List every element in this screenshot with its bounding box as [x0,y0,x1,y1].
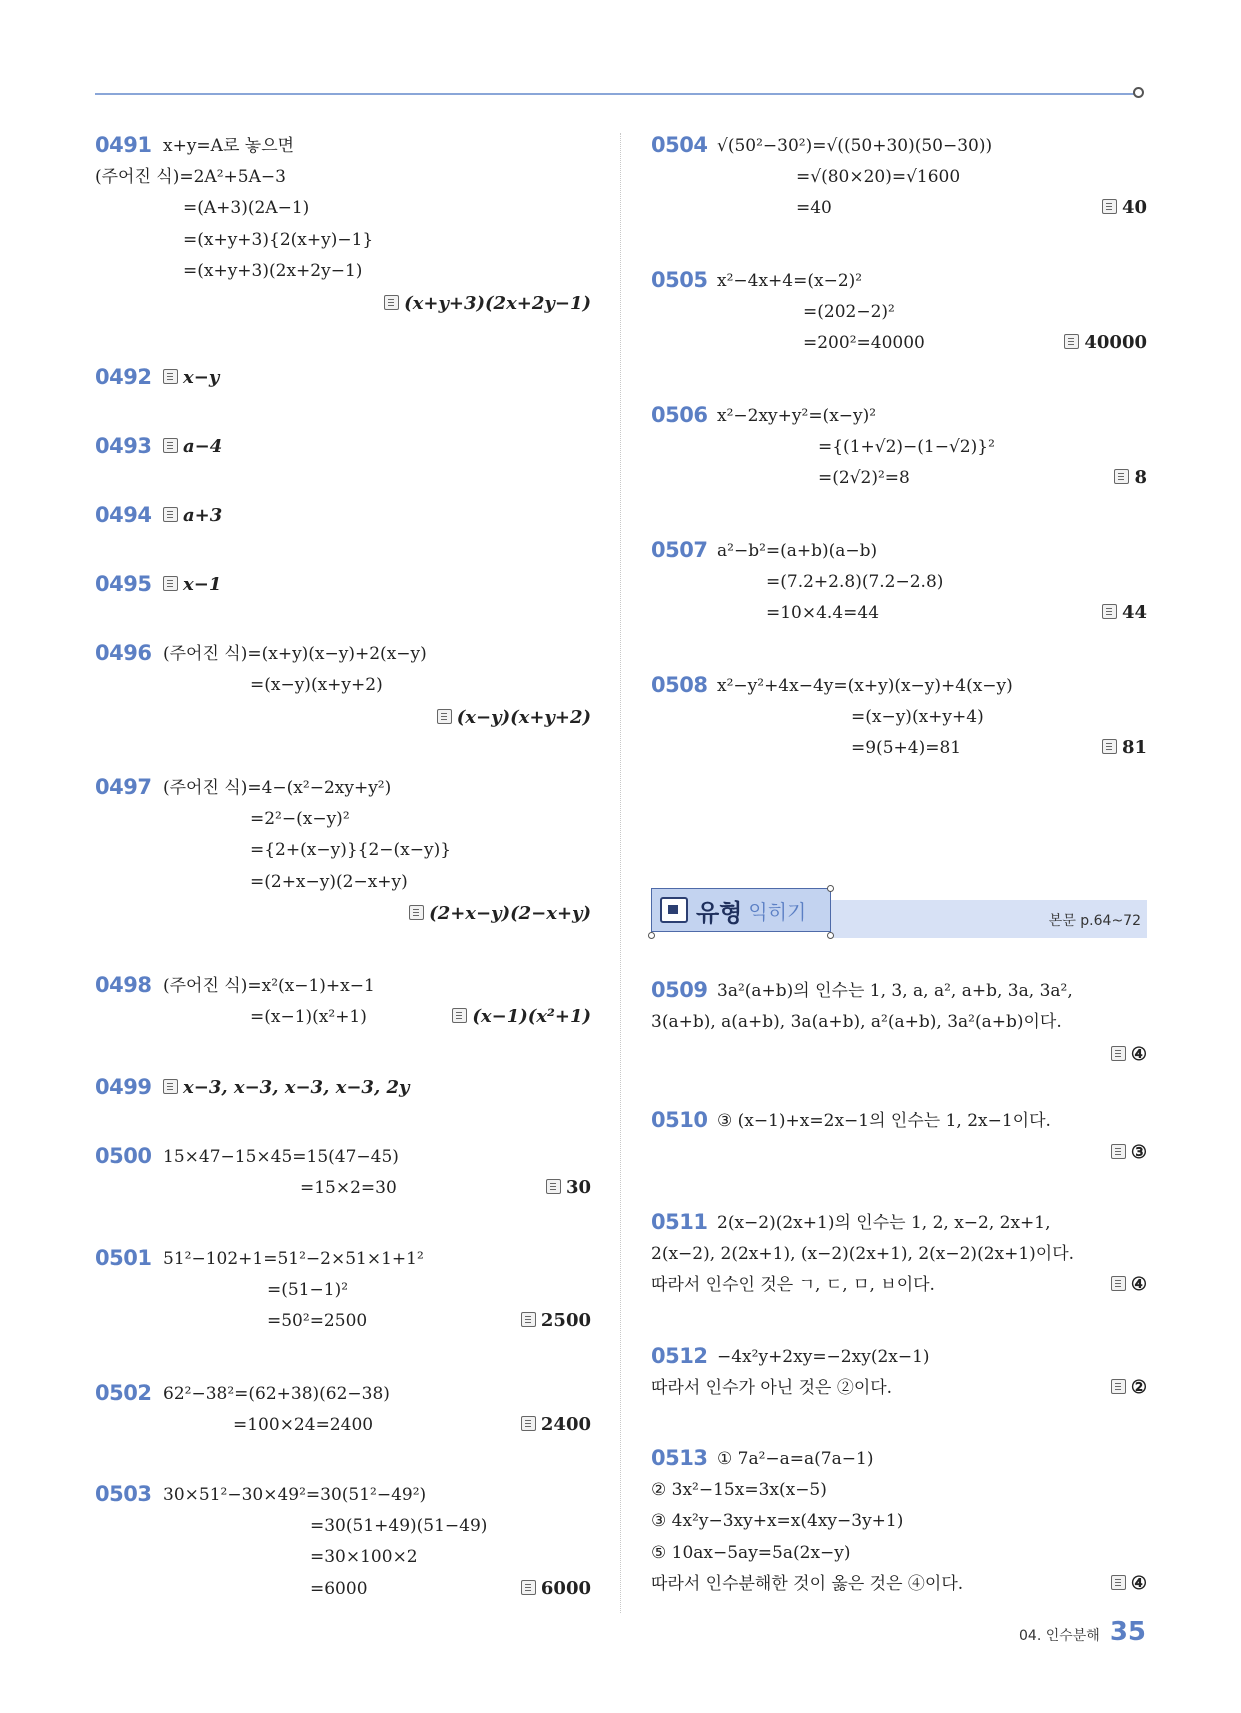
page-footer [1019,1617,1146,1647]
solution-line: =√(80×20)=√1600 [796,167,961,187]
solution-line: x²−y²+4x−4y=(x+y)(x−y)+4(x−y) [717,676,1013,696]
answer-icon [1111,1575,1126,1590]
solution-line: =(x−1)(x²+1) [250,1007,367,1027]
problem-number: 0497 [95,775,152,799]
solution-line: 30×51²−30×49²=30(51²−49²) [163,1485,427,1505]
problem-number: 0502 [95,1381,152,1405]
solution-line: =(x+y+3)(2x+2y−1) [183,261,363,281]
problem-number: 0493 [95,434,152,458]
answer: x−1 [163,573,221,597]
answer: 8 [1114,466,1147,490]
solution-line: =200²=40000 [803,333,925,353]
corner-handle [827,932,834,939]
answer: (x−1)(x²+1) [452,1005,591,1029]
answer: a+3 [163,504,222,528]
solution-line: =50²=2500 [267,1311,368,1331]
solution-line: =(202−2)² [803,302,895,322]
solution-line: =(2√2)²=8 [818,468,910,488]
answer-icon [1064,334,1079,349]
solution-line: (주어진 식)=4−(x²−2xy+y²) [163,778,392,798]
solution-line: 2(x−2), 2(2x+1), (x−2)(2x+1), 2(x−2)(2x+1)이다. [651,1244,1075,1264]
solution-line: 따라서 인수분해한 것이 옳은 것은 ④이다. [651,1574,964,1594]
answer: ② [1111,1376,1147,1400]
section-reference: 본문 p.64~72 [1048,913,1141,929]
header-rule [95,93,1137,95]
answer: 30 [546,1176,591,1200]
solution-line: =(51−1)² [267,1280,349,1300]
solution-line: =(A+3)(2A−1) [183,198,310,218]
page-number: 35 [1109,1617,1146,1647]
solution-line: ={(1+√2)−(1−√2)}² [818,437,995,457]
notebook-icon [660,897,688,923]
problem-number: 0511 [651,1210,708,1234]
answer: x−3, x−3, x−3, x−3, 2y [163,1076,409,1100]
solution-line: =10×4.4=44 [766,603,880,623]
solution-line: ① 7a²−a=a(7a−1) [717,1449,874,1469]
solution-line: ③ 4x²y−3xy+x=x(4xy−3y+1) [651,1511,904,1531]
solution-line: 15×47−15×45=15(47−45) [163,1147,399,1167]
solution-line: =100×24=2400 [233,1415,374,1435]
answer-icon [1102,604,1117,619]
answer: (x+y+3)(2x+2y−1) [384,292,591,316]
solution-line: x+y=A로 놓으면 [163,136,295,156]
solution-line: =15×2=30 [300,1178,397,1198]
answer-icon [1111,1379,1126,1394]
solution-line: =(x−y)(x+y+2) [250,675,383,695]
problem-number: 0491 [95,133,152,157]
answer: ③ [1111,1141,1147,1165]
answer: 81 [1102,736,1147,760]
answer-icon [437,709,452,724]
answer-icon [163,576,178,591]
problem-number: 0498 [95,973,152,997]
problem-number: 0496 [95,641,152,665]
solution-line: x²−2xy+y²=(x−y)² [717,406,877,426]
answer: ④ [1111,1043,1147,1067]
problem-number: 0510 [651,1108,708,1132]
solution-line: =6000 [310,1579,368,1599]
solution-line: =(x+y+3){2(x+y)−1} [183,230,374,250]
answer-icon [384,295,399,310]
solution-line: (주어진 식)=x²(x−1)+x−1 [163,976,375,996]
answer-icon [546,1179,561,1194]
solution-line: 따라서 인수가 아닌 것은 ②이다. [651,1378,893,1398]
solution-line: x²−4x+4=(x−2)² [717,271,863,291]
problem-number: 0500 [95,1144,152,1168]
problem-number: 0504 [651,133,708,157]
problem-number: 0503 [95,1482,152,1506]
answer-icon [1114,469,1129,484]
problem-number: 0509 [651,978,708,1002]
banner-label-box [651,888,831,932]
answer-icon [1111,1144,1126,1159]
answer: ④ [1111,1572,1147,1596]
chapter-label: 04. 인수분해 [1019,1628,1100,1644]
answer-icon [521,1312,536,1327]
solution-line: 62²−38²=(62+38)(62−38) [163,1384,390,1404]
answer-icon [163,438,178,453]
solution-line: =(2+x−y)(2−x+y) [250,872,408,892]
problem-number: 0512 [651,1344,708,1368]
solution-line: ⑤ 10ax−5ay=5a(2x−y) [651,1543,851,1563]
problem-number: 0494 [95,503,152,527]
answer: 40000 [1064,331,1147,355]
problem-number: 0506 [651,403,708,427]
answer-icon [163,507,178,522]
section-subtitle: 익히기 [748,899,807,924]
solution-line: =9(5+4)=81 [851,738,962,758]
corner-handle [827,885,834,892]
answer: (2+x−y)(2−x+y) [409,902,591,926]
solution-line: 51²−102+1=51²−2×51×1+1² [163,1249,424,1269]
corner-handle [648,932,655,939]
solution-line: ={2+(x−y)}{2−(x−y)} [250,840,452,860]
answer-icon [452,1008,467,1023]
solution-line: =2²−(x−y)² [250,809,350,829]
answer: ④ [1111,1273,1147,1297]
solution-line: (주어진 식)=2A²+5A−3 [95,167,286,187]
solution-line: (주어진 식)=(x+y)(x−y)+2(x−y) [163,644,427,664]
solution-line: =30(51+49)(51−49) [310,1516,488,1536]
solution-line: =40 [796,198,832,218]
problem-number: 0508 [651,673,708,697]
answer-icon [1102,739,1117,754]
answer-icon [163,369,178,384]
problem-number: 0492 [95,365,152,389]
solution-line: a²−b²=(a+b)(a−b) [717,541,878,561]
section-title: 유형 [696,898,743,927]
answer: 2400 [521,1413,591,1437]
answer-icon [521,1580,536,1595]
solution-line: −4x²y+2xy=−2xy(2x−1) [717,1347,930,1367]
solution-line: 3(a+b), a(a+b), 3a(a+b), a²(a+b), 3a²(a+b)이다. [651,1012,1062,1032]
answer: a−4 [163,435,222,459]
answer: 6000 [521,1577,591,1601]
answer-icon [409,905,424,920]
solution-line: 2(x−2)(2x+1)의 인수는 1, 2, x−2, 2x+1, [717,1213,1051,1233]
section-banner [651,888,1147,938]
problem-number: 0501 [95,1246,152,1270]
solution-line: =(x−y)(x+y+4) [851,707,984,727]
answer: 2500 [521,1309,591,1333]
solution-line: 따라서 인수인 것은 ㄱ, ㄷ, ㅁ, ㅂ이다. [651,1275,935,1295]
problem-number: 0513 [651,1446,708,1470]
problem-number: 0505 [651,268,708,292]
answer: (x−y)(x+y+2) [437,706,591,730]
solution-line: ③ (x−1)+x=2x−1의 인수는 1, 2x−1이다. [717,1111,1051,1131]
answer-icon [521,1416,536,1431]
column-divider [620,133,621,1613]
solution-line: 3a²(a+b)의 인수는 1, 3, a, a², a+b, 3a, 3a², [717,981,1073,1001]
solution-line: √(50²−30²)=√((50+30)(50−30)) [717,136,993,156]
answer-icon [1111,1046,1126,1061]
solution-line: =30×100×2 [310,1547,418,1567]
answer-icon [1102,199,1117,214]
answer: 44 [1102,601,1147,625]
solution-line: =(7.2+2.8)(7.2−2.8) [766,572,944,592]
answer-icon [1111,1276,1126,1291]
header-rule-dot [1133,87,1144,98]
answer-icon [163,1079,178,1094]
problem-number: 0507 [651,538,708,562]
problem-number: 0495 [95,572,152,596]
answer: 40 [1102,196,1147,220]
problem-number: 0499 [95,1075,152,1099]
solution-line: ② 3x²−15x=3x(x−5) [651,1480,827,1500]
answer: x−y [163,366,219,390]
